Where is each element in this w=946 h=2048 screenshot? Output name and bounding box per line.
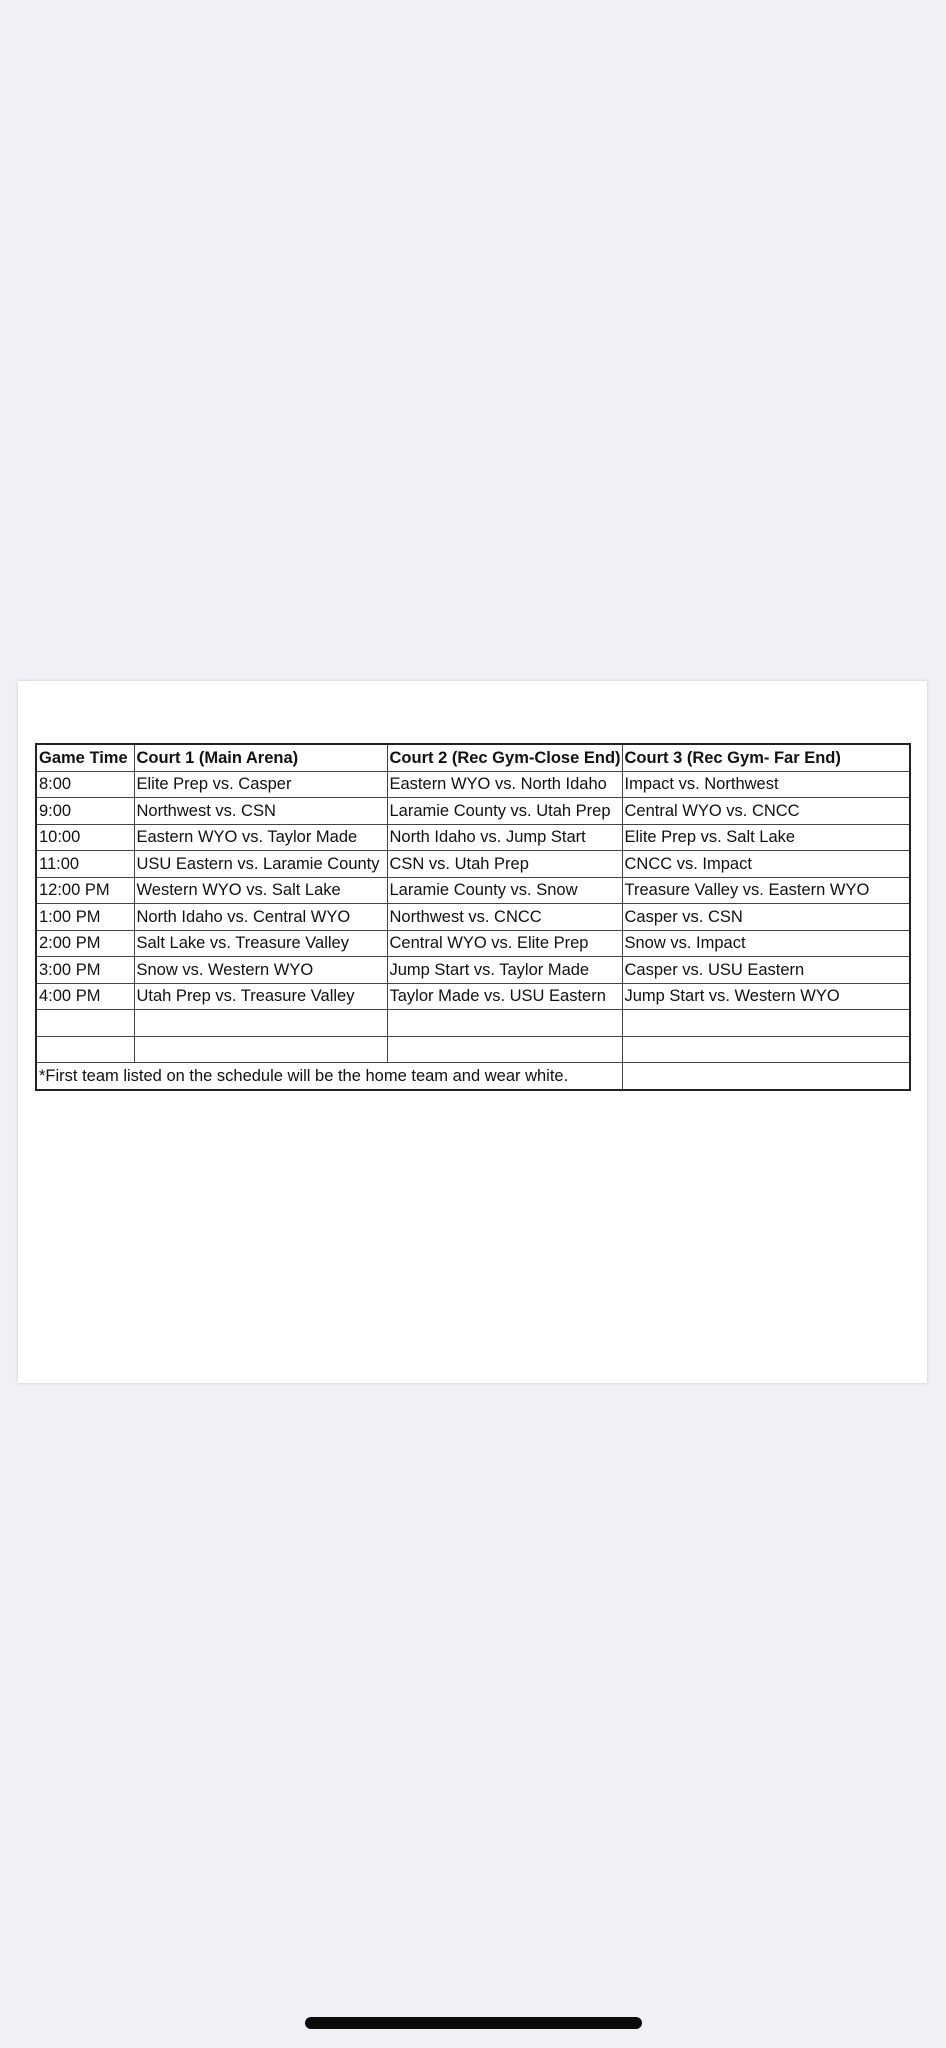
game-time-cell [36, 1010, 134, 1037]
court-3-cell: Jump Start vs. Western WYO [622, 983, 910, 1010]
court-2-cell: Taylor Made vs. USU Eastern [387, 983, 622, 1010]
table-row [36, 798, 910, 825]
game-time-cell: 10:00 [36, 824, 134, 851]
court-2-cell: Central WYO vs. Elite Prep [387, 930, 622, 957]
court-3-cell: Treasure Valley vs. Eastern WYO [622, 877, 910, 904]
court-3-cell [622, 1036, 910, 1063]
header-game-time: Game Time [36, 744, 134, 771]
game-time-cell: 9:00 [36, 798, 134, 825]
court-2-cell: North Idaho vs. Jump Start [387, 824, 622, 851]
court-3-cell: Elite Prep vs. Salt Lake [622, 824, 910, 851]
court-1-cell: Utah Prep vs. Treasure Valley [134, 983, 387, 1010]
game-time-cell: 1:00 PM [36, 904, 134, 931]
table-row-empty [36, 1010, 910, 1037]
footnote-empty-cell [622, 1063, 910, 1090]
court-3-cell: Snow vs. Impact [622, 930, 910, 957]
header-court-2: Court 2 (Rec Gym-Close End) [387, 744, 622, 771]
court-2-cell: Eastern WYO vs. North Idaho [387, 771, 622, 798]
court-2-cell: Laramie County vs. Utah Prep [387, 798, 622, 825]
court-2-cell: Jump Start vs. Taylor Made [387, 957, 622, 984]
table-row [36, 957, 910, 984]
footnote-row [36, 1063, 910, 1090]
court-2-cell: Northwest vs. CNCC [387, 904, 622, 931]
court-3-cell: Central WYO vs. CNCC [622, 798, 910, 825]
home-indicator[interactable] [305, 2017, 642, 2029]
footnote-text: *First team listed on the schedule will be the home team and wear white. [36, 1063, 622, 1090]
court-1-cell [134, 1010, 387, 1037]
header-court-1: Court 1 (Main Arena) [134, 744, 387, 771]
table-row-empty [36, 1036, 910, 1063]
court-1-cell: Northwest vs. CSN [134, 798, 387, 825]
court-3-cell: Casper vs. CSN [622, 904, 910, 931]
game-time-cell [36, 1036, 134, 1063]
table-row [36, 851, 910, 878]
table-row [36, 771, 910, 798]
court-1-cell: North Idaho vs. Central WYO [134, 904, 387, 931]
header-court-3: Court 3 (Rec Gym- Far End) [622, 744, 910, 771]
court-3-cell: CNCC vs. Impact [622, 851, 910, 878]
court-1-cell [134, 1036, 387, 1063]
table-row [36, 983, 910, 1010]
court-1-cell: Snow vs. Western WYO [134, 957, 387, 984]
court-3-cell [622, 1010, 910, 1037]
game-time-cell: 11:00 [36, 851, 134, 878]
court-2-cell: Laramie County vs. Snow [387, 877, 622, 904]
court-2-cell: CSN vs. Utah Prep [387, 851, 622, 878]
table-row [36, 904, 910, 931]
court-1-cell: Elite Prep vs. Casper [134, 771, 387, 798]
court-1-cell: Western WYO vs. Salt Lake [134, 877, 387, 904]
court-1-cell: USU Eastern vs. Laramie County [134, 851, 387, 878]
court-1-cell: Eastern WYO vs. Taylor Made [134, 824, 387, 851]
game-time-cell: 12:00 PM [36, 877, 134, 904]
court-3-cell: Impact vs. Northwest [622, 771, 910, 798]
game-time-cell: 3:00 PM [36, 957, 134, 984]
court-2-cell [387, 1036, 622, 1063]
table-header-row [36, 744, 910, 771]
game-time-cell: 2:00 PM [36, 930, 134, 957]
schedule-document [18, 681, 927, 1383]
court-3-cell: Casper vs. USU Eastern [622, 957, 910, 984]
court-1-cell: Salt Lake vs. Treasure Valley [134, 930, 387, 957]
table-row [36, 877, 910, 904]
table-row [36, 930, 910, 957]
court-2-cell [387, 1010, 622, 1037]
table-row [36, 824, 910, 851]
schedule-table [35, 743, 911, 1091]
game-time-cell: 4:00 PM [36, 983, 134, 1010]
game-time-cell: 8:00 [36, 771, 134, 798]
